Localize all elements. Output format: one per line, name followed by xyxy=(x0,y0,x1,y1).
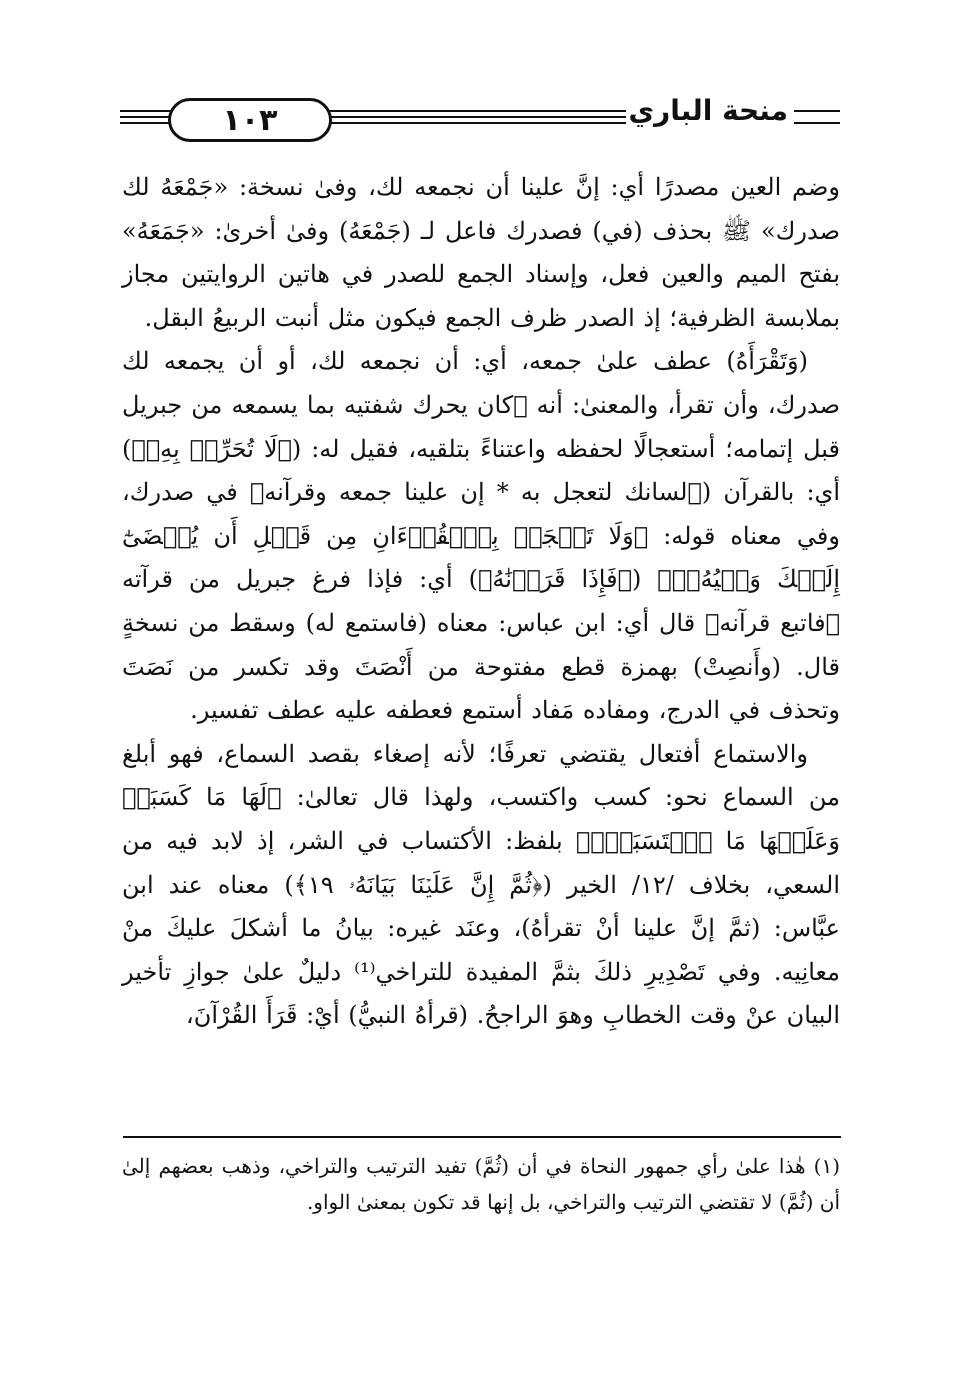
page-number-frame xyxy=(168,98,332,142)
footnote: (١) هٰذا علىٰ رأي جمهور النحاة في أن (ثُمَّ) تفيد الترتيب والتراخي، وذهب بعضهم إلىٰ أن (ثُمَّ) لا تقتضي الترتيب والتراخي، بل إنها قد تكون بمعنىٰ الواو. xyxy=(122,1154,840,1214)
book-title: منحة الباري xyxy=(628,94,788,127)
main-text xyxy=(122,166,840,1038)
paragraph: والاستماع أفتعال يقتضي تعرفًا؛ لأنه إصغاء بقصد السماع، فهو أبلغ من السماع نحو: كسب واكتسب، ولهذا قال تعالىٰ: ﴿لَهَا مَا كَسَبَتۡ وَعَلَيۡهَا مَا ٱكۡتَسَبَتۡۗ﴾ بلفظ: الأكتساب في الشر، إذ لابد فيه من السعي، بخلاف /١٢/ الخير (﴿ثُمَّ إِنَّ عَلَيۡنَا بَيَانَهُۥ ١٩﴾) معناه عند ابن عبَّاس: (ثمَّ إنَّ علينا أنْ تقرأهُ)، وعنَد غيره: بيانُ ما أشكلَ عليكَ منْ معانِيه. وفي تَصْدِيرِ ذلكَ بثمَّ المفيدة للتراخي⁽¹⁾ دليلٌ علىٰ جوازِ تأخير البيان عنْ وقت الخطابِ وهوَ الراجحُ. (قرأهُ النبيُّ) أيْ: قَرَأَ القُرْآنَ، xyxy=(122,739,840,1030)
header-rule-right xyxy=(794,122,840,124)
footnote-divider xyxy=(123,1136,841,1138)
header-rule-right xyxy=(794,110,840,112)
page-number: ١٠٣ xyxy=(222,102,278,138)
paragraph: (وَتَقْرَأَهُ) عطف علىٰ جمعه، أي: أن نجمعه لك، أو أن يجمعه لك صدرك، وأن تقرأ، والمعنىٰ: أنه ﷺكان يحرك شفتيه بما يسمعه من جبريل قبل إتمامه؛ أستعجالًا لحفظه واعتناءً بتلقيه، فقيل له: (﴿لَا تُحَرِّكۡ بِهِۦ﴾) أي: بالقرآن (﴿لسانك لتعجل به * إن علينا جمعه وقرآنه﴾ في صدرك، وفي معناه قوله: ﴿وَلَا تَعۡجَلۡ بِٱلۡقُرۡءَانِ مِن قَبۡلِ أَن يُقۡضَىٰٓ إِلَيۡكَ وَحۡيُهُۥۖ﴾ (﴿فَإِذَا قَرَأۡنَٰهُ﴾) أي: فإذا فرغ جبريل من قرآته ﴿فاتبع قرآنه﴾ قال أي: ابن عباس: معناه (فاستمع له) وسقط من نسخةٍ قال. (وأَنصِتْ) بهمزة قطع مفتوحة من أَنْصَتَ وقد تكسر من نَصَتَ وتحذف في الدرج، ومفاده مَفاد أستمع فعطفه عليه عطف تفسير. xyxy=(122,347,840,725)
header-rule-middle xyxy=(320,122,626,124)
paragraph: وضم العين مصدرًا أي: إنَّ علينا أن نجمعه لك، وفىٰ نسخة: «جَمْعَهُ لك صدرك» ﷺ بحذف (في) فصدرك فاعل لـ (جَمْعَهُ) وفىٰ أخرىٰ: «جَمَعَهُ» بفتح الميم والعين فعل، وإسناد الجمع للصدر في هاتين الروايتين مجاز بملابسة الظرفية؛ إذ الصدر ظرف الجمع فيكون مثل أنبت الربيعُ البقل. xyxy=(122,173,840,332)
page-header xyxy=(120,92,840,142)
header-rule-middle xyxy=(320,116,626,118)
header-rule-middle xyxy=(320,110,626,112)
